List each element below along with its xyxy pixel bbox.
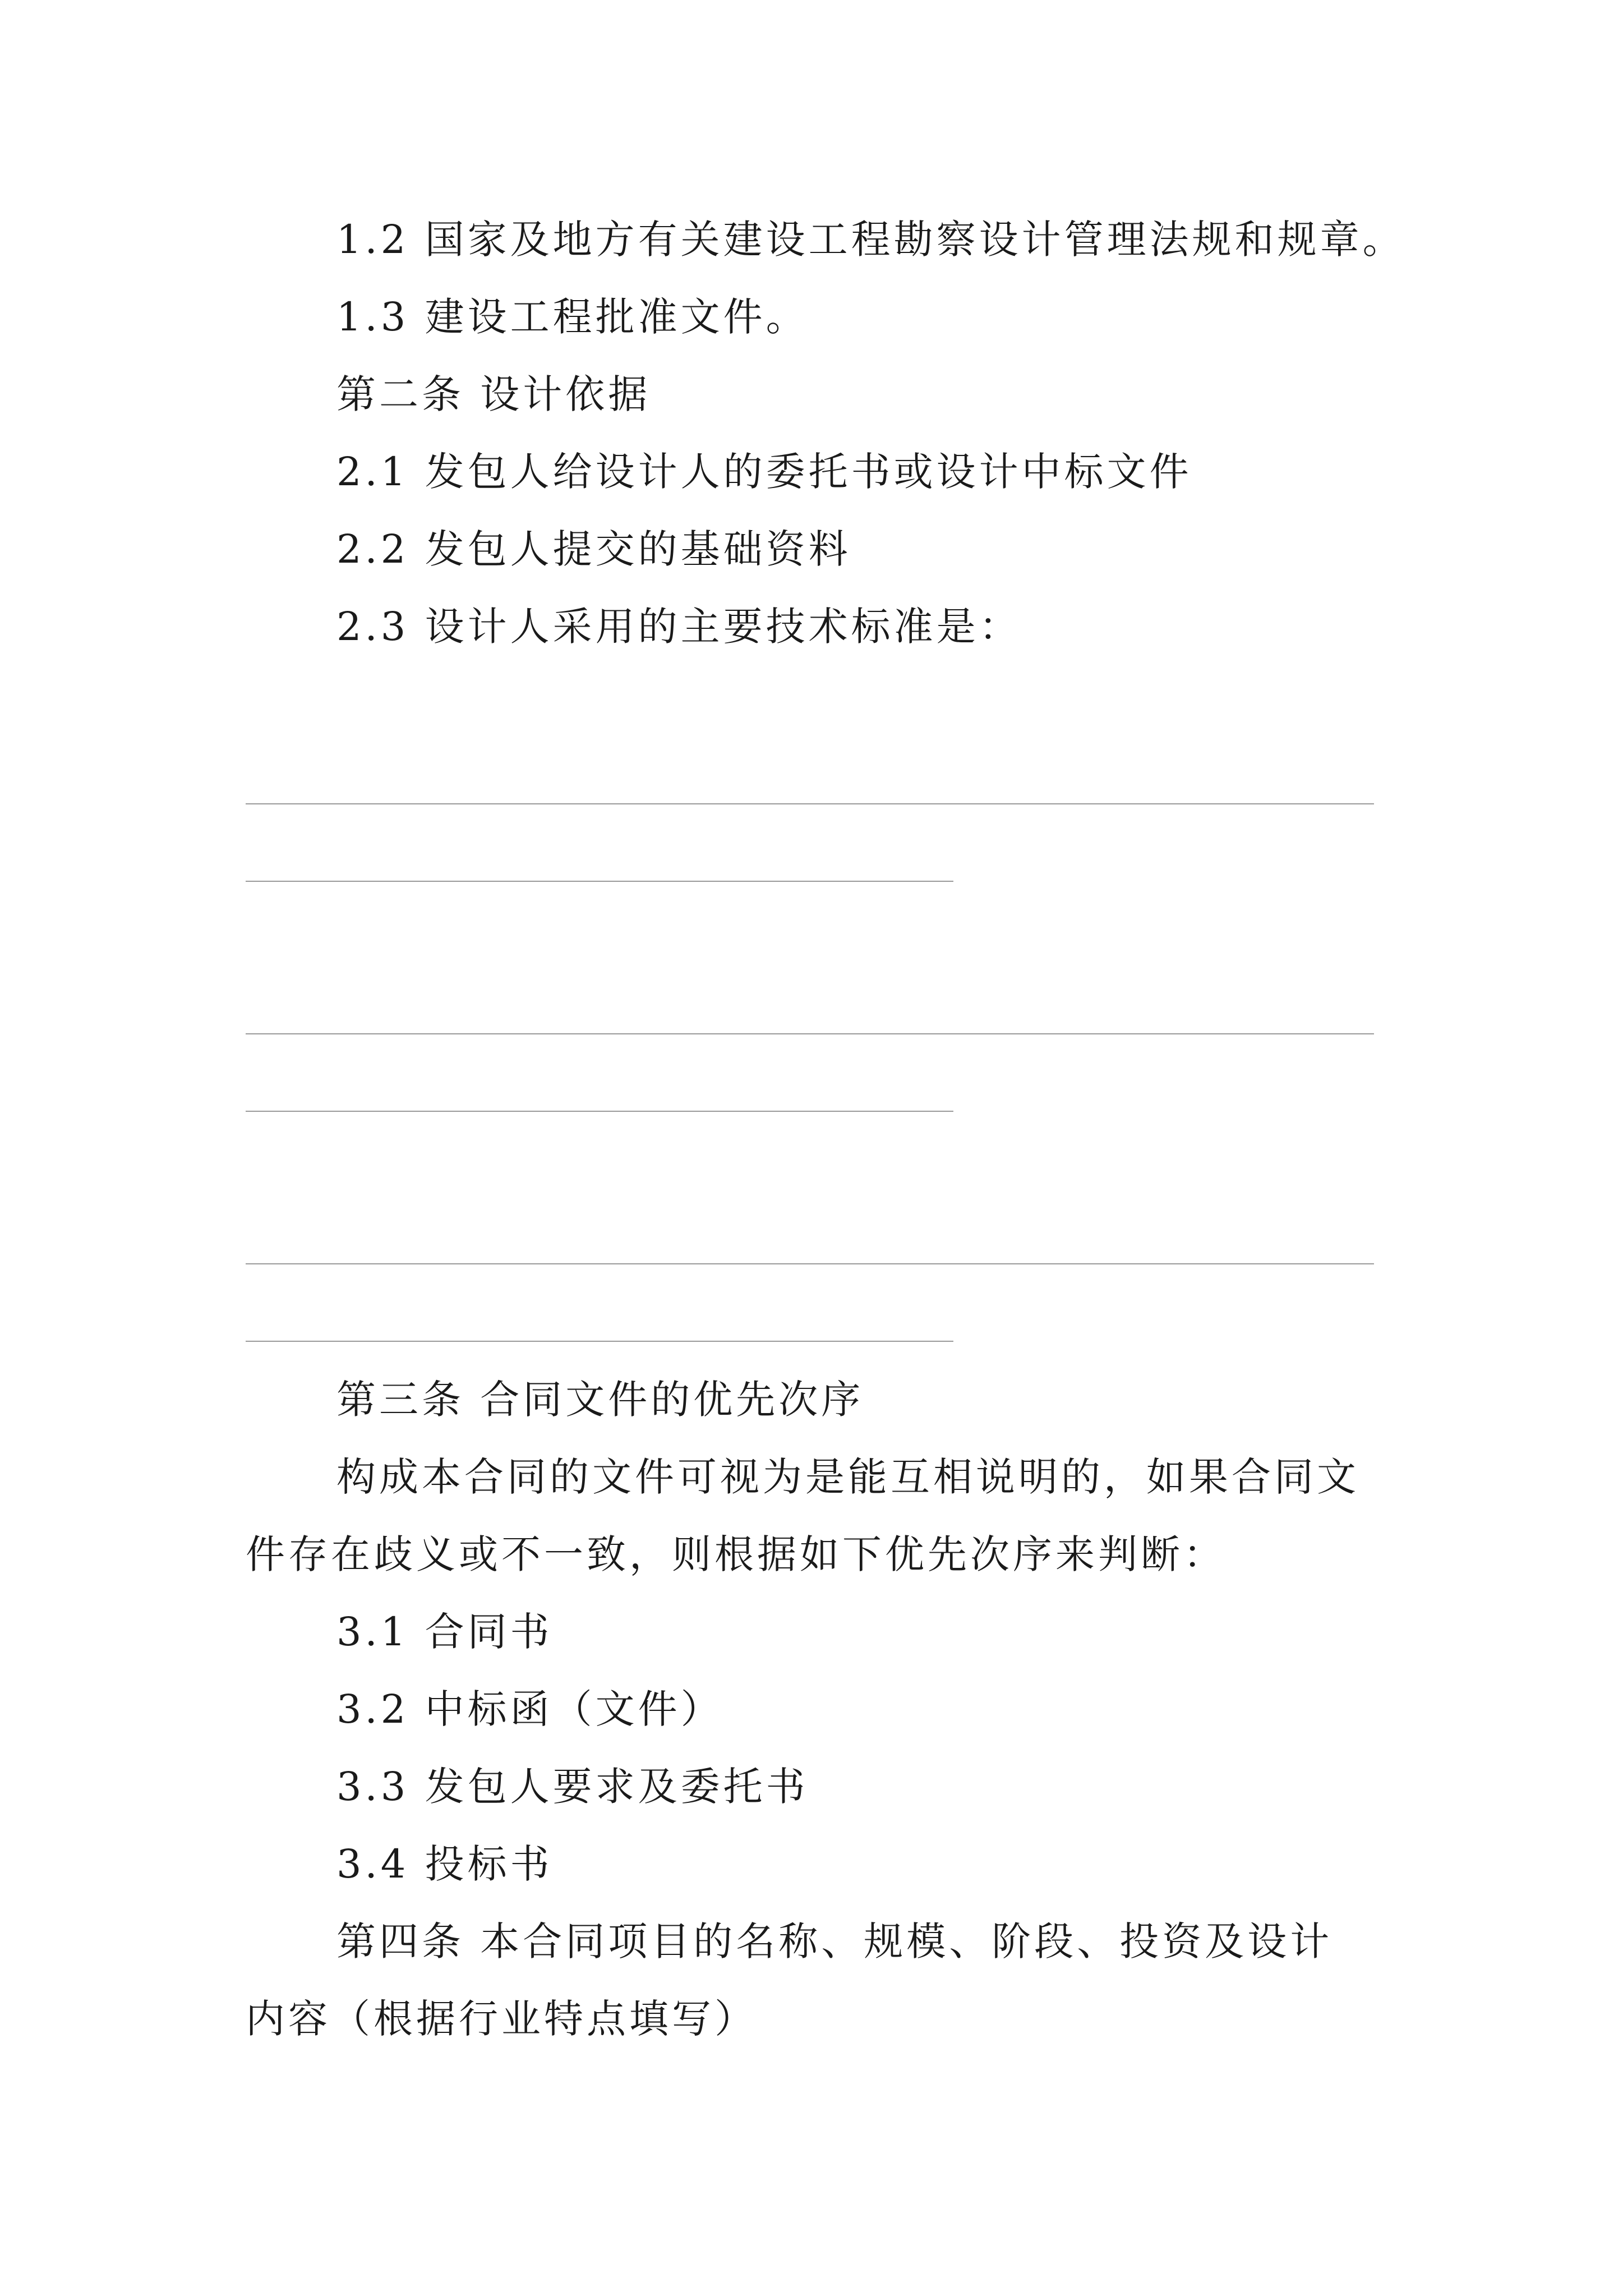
clause-3-4: 3.4 投标书 — [336, 1841, 553, 1887]
clause-1-3: 1.3 建设工程批准文件。 — [336, 294, 809, 340]
article-4-heading-line-1: 第四条 本合同项目的名称、规模、阶段、投资及设计 — [336, 1918, 1333, 1964]
clause-2-2: 2.2 发包人提交的基础资料 — [336, 526, 851, 572]
article-3-paragraph-line-1: 构成本合同的文件可视为是能互相说明的，如果合同文 — [336, 1454, 1359, 1500]
fill-in-blank-line — [246, 1341, 953, 1342]
clause-3-3: 3.3 发包人要求及委托书 — [336, 1764, 809, 1810]
clause-3-2: 3.2 中标函（文件） — [336, 1686, 723, 1732]
article-3-heading: 第三条 合同文件的优先次序 — [336, 1377, 864, 1423]
clause-2-3: 2.3 设计人采用的主要技术标准是： — [336, 604, 1022, 650]
clause-3-1: 3.1 合同书 — [336, 1609, 553, 1655]
article-4-heading-line-2: 内容（根据行业特点填写） — [246, 1996, 757, 2042]
article-3-paragraph-line-2: 件存在歧义或不一致，则根据如下优先次序来判断： — [246, 1531, 1226, 1577]
clause-2-1: 2.1 发包人给设计人的委托书或设计中标文件 — [336, 449, 1192, 495]
article-2-heading: 第二条 设计依据 — [336, 371, 651, 417]
clause-1-2: 1.2 国家及地方有关建设工程勘察设计管理法规和规章。 — [336, 217, 1405, 263]
fill-in-blank-line — [246, 1263, 1374, 1264]
fill-in-blank-line — [246, 1033, 1374, 1034]
fill-in-blank-line — [246, 1111, 953, 1112]
fill-in-blank-line — [246, 803, 1374, 804]
fill-in-blank-line — [246, 881, 953, 882]
